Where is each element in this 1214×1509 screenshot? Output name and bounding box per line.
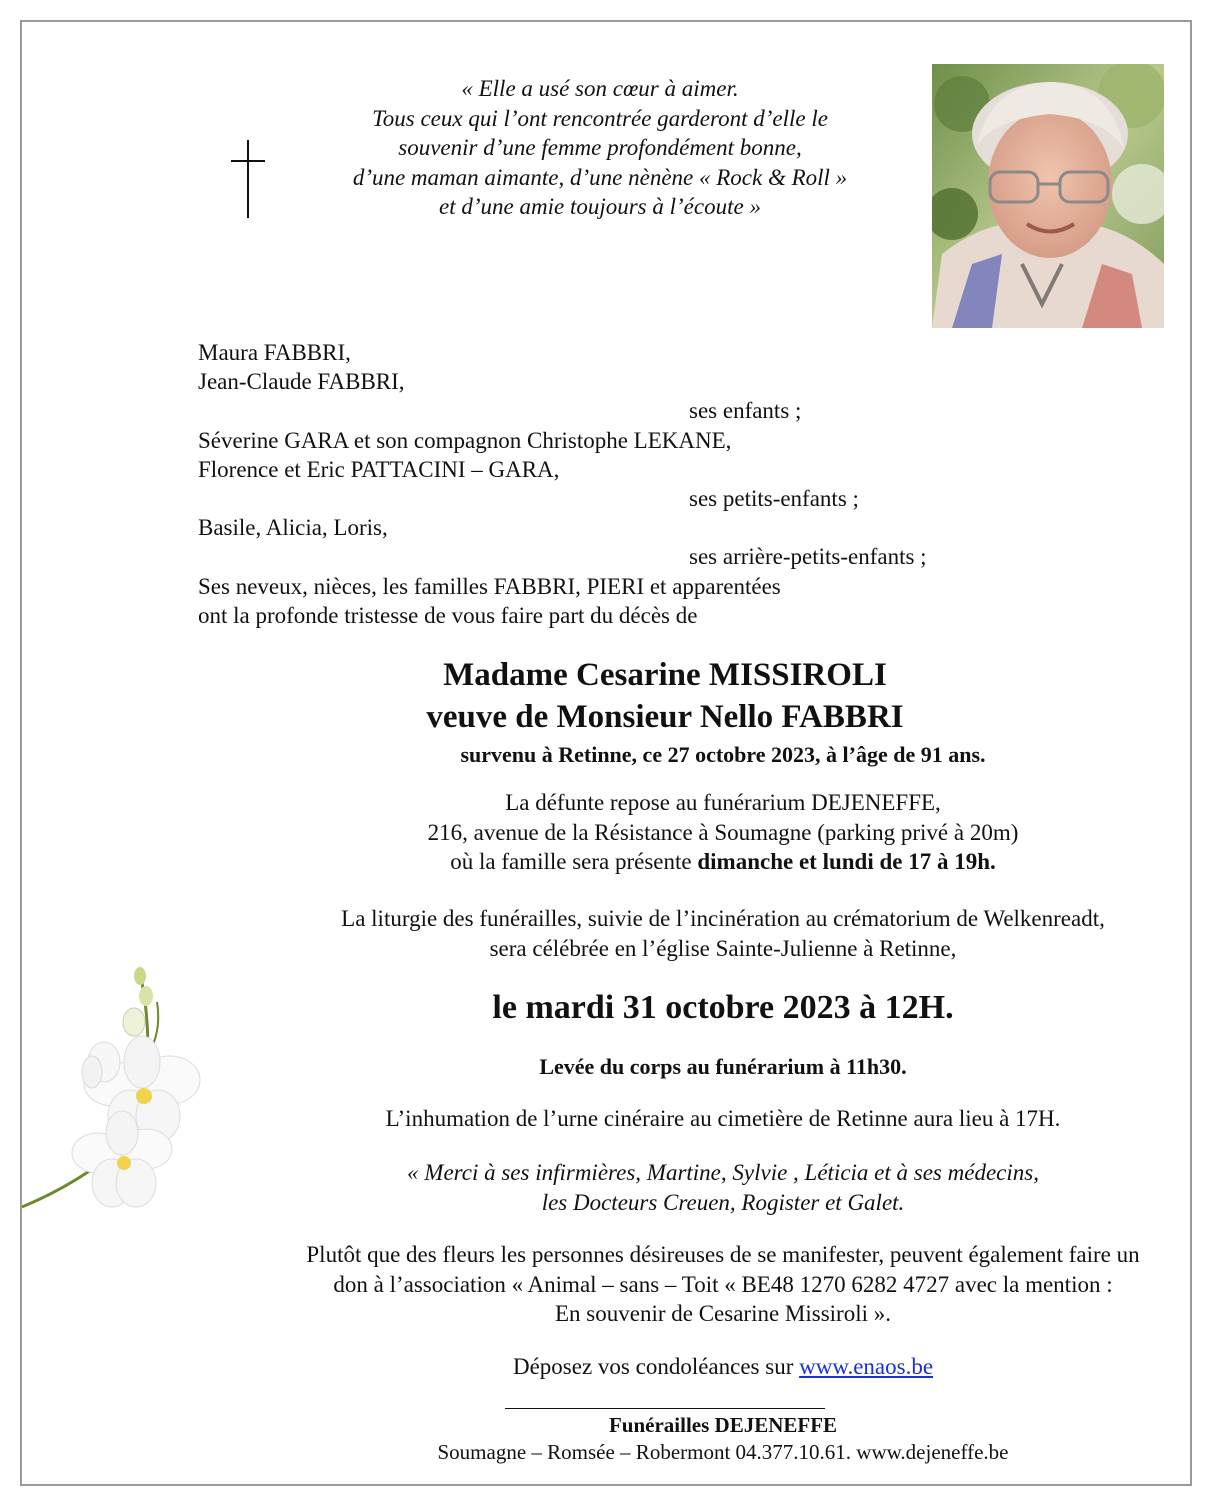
quote-line: Tous ceux qui l’ont rencontrée garderont d’elle le [372,105,828,131]
liturgy-block [0,904,1214,963]
repose-line [116,847,1214,877]
quote-line: « Elle a usé son cœur à aimer. [461,76,739,101]
deceased-name-block [0,654,1214,738]
latin-cross-icon [231,140,267,218]
family-member: Florence et Eric PATTACINI – GARA, [198,456,560,482]
ceremony-date-text: le mardi 31 octobre 2023 à 12H. [492,989,954,1026]
quote-line: souvenir d’une femme profondément bonne, [398,135,802,160]
family-member: Ses neveux, nièces, les familles FABBRI, PIERI et apparentées [198,573,781,599]
deceased-name: Madame Cesarine MISSIROLI [443,657,887,693]
portrait-photo [932,64,1164,328]
repose-prefix: où la famille sera présente [450,849,698,874]
repose-hours: dimanche et lundi de 17 à 19h. [697,849,996,874]
thanks-line: « Merci à ses infirmières, Martine, Sylvie , Léticia et à ses médecins, [407,1160,1039,1185]
family-member: Basile, Alicia, Loris, [198,515,388,541]
relation-label: ses arrière-petits-enfants ; [689,544,927,570]
footer-divider [505,1408,825,1409]
relation-label: ses petits-enfants ; [689,486,859,512]
liturgy-line: sera célébrée en l’église Sainte-Julienne à Retinne, [489,935,957,961]
death-details-text: survenu à Retinne, ce 27 octobre 2023, à l’âge de 91 ans. [460,742,986,767]
condolences-text [116,1352,1214,1382]
donation-line: don à l’association « Animal – sans – Toit « BE48 1270 6282 4727 avec la mention : [333,1271,1113,1297]
donation-block [0,1240,1214,1329]
deceased-widow: veuve de Monsieur Nello FABBRI [426,699,904,735]
family-member: Séverine GARA et son compagnon Christophe LEKANE, [198,427,732,453]
funeral-home-address [0,1438,1214,1468]
condolences-line [0,1352,1214,1382]
relation-label: ses enfants ; [689,398,802,424]
family-member: Jean-Claude FABBRI, [198,369,405,395]
family-list [198,338,998,630]
inhumation-text: L’inhumation de l’urne cinéraire au cimetière de Retinne aura lieu à 17H. [385,1106,1061,1131]
epitaph-quote [280,74,920,222]
repose-line: La défunte repose au funérarium DEJENEFFE, [505,790,941,815]
funeral-home-name-text: Funérailles DEJENEFFE [608,1413,838,1437]
levee-text: Levée du corps au funérarium à 11h30. [539,1054,907,1079]
donation-line: Plutôt que des fleurs les personnes désireuses de se manifester, peuvent également faire un [306,1242,1140,1267]
announcement-line: ont la profonde tristesse de vous faire part du décès de [198,602,698,628]
thanks-line: les Docteurs Creuen, Rogister et Galet. [541,1189,905,1215]
condolences-prefix: Déposez vos condoléances sur [512,1354,800,1379]
death-details [0,740,1214,770]
repose-block [0,788,1214,877]
quote-line: d’une maman aimante, d’une nènène « Rock & Roll » [352,164,848,190]
orchid-flower-image [22,962,222,1232]
funeral-home-address-text: Soumagne – Romsée – Robermont 04.377.10.61. www.dejeneffe.be [437,1440,1009,1464]
liturgy-line: La liturgie des funérailles, suivie de l’incinération au crématorium de Welkenreadt, [341,906,1105,931]
quote-line: et d’une amie toujours à l’écoute » [439,194,761,219]
repose-line: 216, avenue de la Résistance à Soumagne (parking privé à 20m) [427,819,1019,845]
donation-line: En souvenir de Cesarine Missiroli ». [554,1301,891,1326]
condolences-link[interactable]: www.enaos.be [799,1354,934,1379]
family-member: Maura FABBRI, [198,340,351,365]
funeral-home-name [0,1411,1214,1441]
